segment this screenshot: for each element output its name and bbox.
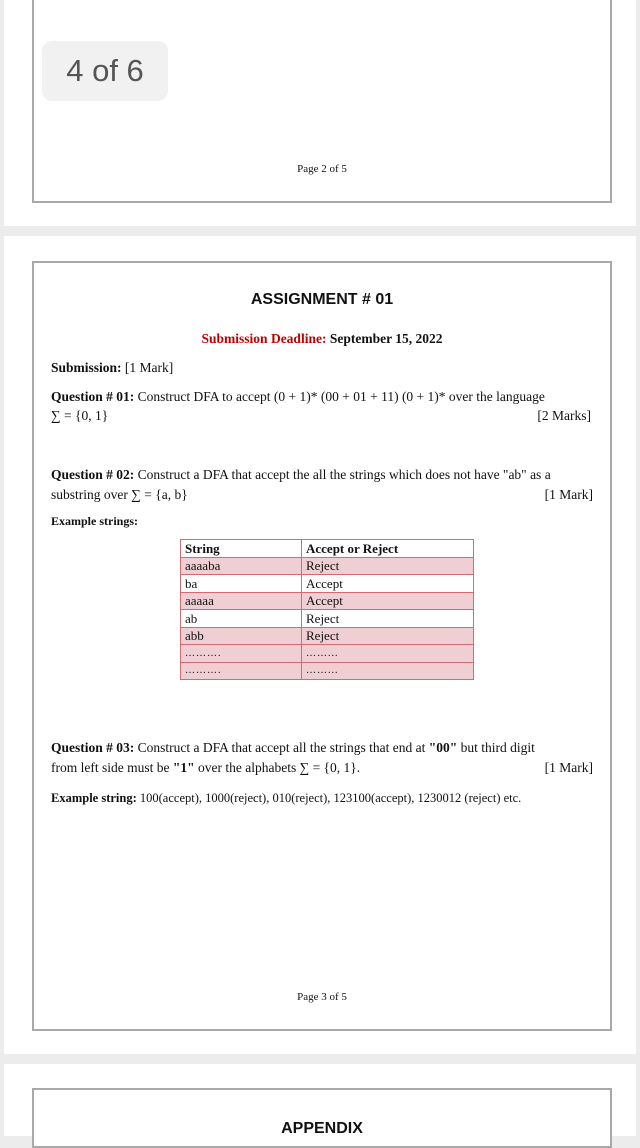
next-page-sheet [4, 1064, 636, 1136]
submission-line [51, 358, 173, 378]
question-1-sigma: ∑ = {0, 1} [51, 408, 109, 423]
table-cell-result: ……... [302, 662, 474, 680]
next-page-frame [32, 1088, 612, 1148]
question-3-quote-2: "1" [172, 760, 195, 775]
deadline-value: September 15, 2022 [329, 331, 443, 346]
question-3-line-1 [51, 738, 596, 758]
example-string-value: 100(accept), 1000(reject), 010(reject), 123100(accept), 1230012 (reject) etc. [139, 791, 522, 805]
question-3-marks: [1 Mark] [544, 760, 593, 775]
table-header-row [181, 540, 474, 558]
table-cell-string: ………. [181, 645, 302, 663]
table-row [181, 627, 474, 645]
question-3-text2-b: over the alphabets ∑ = {0, 1}. [194, 760, 361, 775]
table-row [181, 592, 474, 610]
table-cell-result: Accept [302, 575, 474, 593]
prev-page-footer: Page 2 of 5 [297, 163, 347, 175]
table-row [181, 645, 474, 663]
question-3-text-b: but third digit [457, 740, 535, 755]
submission-label: Submission: [51, 360, 122, 375]
question-1-marks: [2 Marks] [537, 408, 591, 423]
question-2-text: Construct a DFA that accept the all the strings which does not have "ab" as a [137, 467, 551, 482]
appendix-title: APPENDIX [281, 1120, 363, 1137]
page-footer: Page 3 of 5 [297, 991, 347, 1003]
question-2-line-2: substring over ∑ = {a, b} [51, 487, 188, 502]
question-3-label: Question # 03: [51, 740, 135, 755]
question-2-line-1 [51, 465, 596, 485]
question-1-text: Construct DFA to accept (0 + 1)* (00 + 01 + 11) (0 + 1)* over the language [137, 389, 545, 404]
table-row [181, 557, 474, 575]
page-indicator: 4 of 6 [42, 41, 168, 101]
question-3-text2-a: from left side must be [51, 760, 173, 775]
example-strings-table [180, 539, 474, 680]
submission-value: [1 Mark] [124, 360, 174, 375]
page-frame [32, 261, 612, 1031]
table-cell-result: Accept [302, 592, 474, 610]
assignment-title: ASSIGNMENT # 01 [250, 291, 394, 308]
question-2-marks: [1 Mark] [544, 487, 593, 502]
table-cell-string: aaaaba [181, 557, 302, 575]
prev-page-frame [32, 0, 612, 203]
table-cell-string: ………. [181, 662, 302, 680]
example-string-label: Example string: [51, 791, 137, 805]
table-cell-string: abb [181, 627, 302, 645]
table-header-result: Accept or Reject [302, 540, 474, 558]
page-sheet [4, 236, 636, 1054]
table-row [181, 610, 474, 628]
table-cell-string: ba [181, 575, 302, 593]
prev-page-sheet [4, 0, 636, 226]
question-1-label: Question # 01: [51, 389, 135, 404]
table-cell-string: ab [181, 610, 302, 628]
table-cell-result: Reject [302, 610, 474, 628]
question-2-label: Question # 02: [51, 467, 135, 482]
table-cell-result: Reject [302, 557, 474, 575]
table-row [181, 662, 474, 680]
table-cell-string: aaaaa [181, 592, 302, 610]
example-string-line [51, 789, 521, 807]
deadline-label: Submission Deadline: [201, 331, 327, 346]
examples-label: Example strings: [51, 514, 138, 528]
question-3-text-a: Construct a DFA that accept all the strings that end at [137, 740, 429, 755]
table-header-string: String [181, 540, 302, 558]
question-3-quote-1: "00" [428, 740, 458, 755]
table-row [181, 575, 474, 593]
table-cell-result: Reject [302, 627, 474, 645]
question-3-line-2 [51, 758, 360, 778]
question-1-line-1 [51, 387, 596, 407]
table-cell-result: ……... [302, 645, 474, 663]
deadline-line [34, 329, 610, 349]
